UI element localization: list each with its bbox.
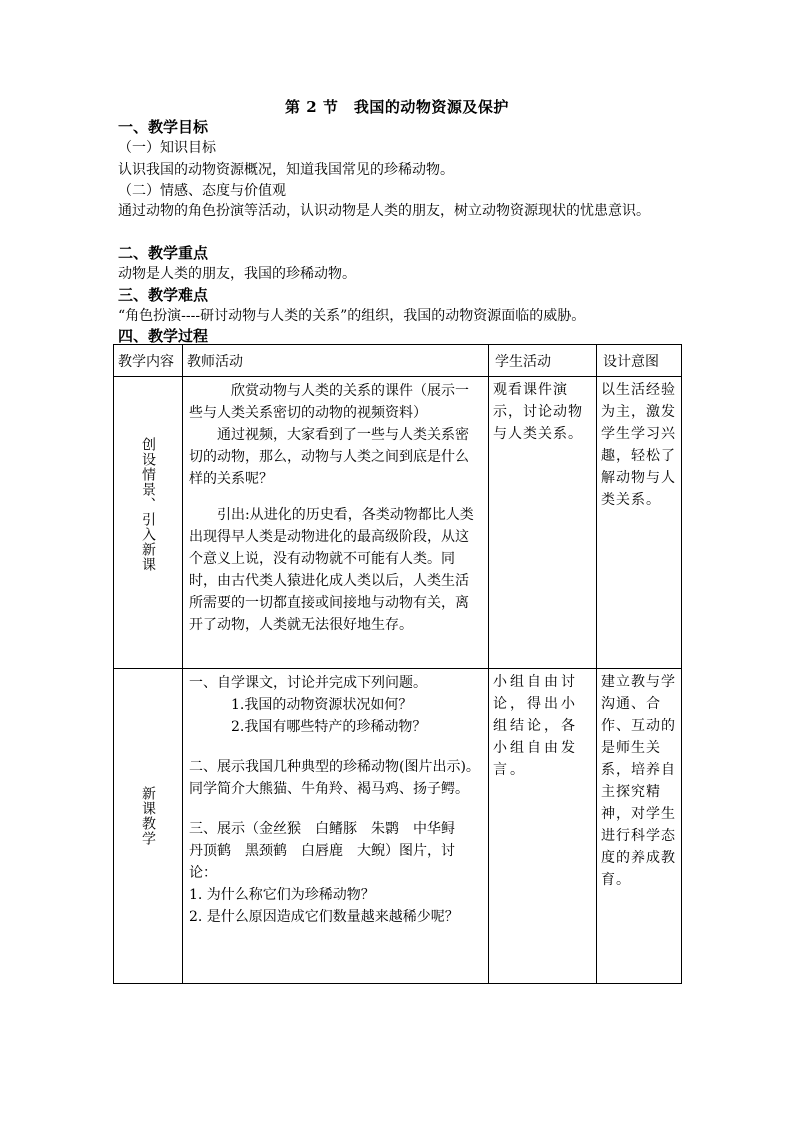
- row1-intent-cell: [597, 377, 682, 669]
- row2-student-text: 小组自由讨论，得出小组结论，各小组自由发言。: [493, 674, 578, 778]
- knowledge-text: 认识我国的动物资源概况，知道我国常见的珍稀动物。: [118, 162, 454, 178]
- row2-teacher-item2: 二、展示我国几种典型的珍稀动物(图片出示)。同学简介大熊猫、牛角羚、褐马鸡、扬子鳄。: [189, 759, 480, 797]
- table-row: [114, 669, 682, 984]
- section-heading-key-points: 二、教学重点: [118, 244, 209, 262]
- row2-content-cell: [114, 669, 183, 984]
- row2-teacher-item3b: 2. 是什么原因造成它们数量越来越稀少呢？: [189, 909, 459, 925]
- key-points-text: 动物是人类的朋友，我国的珍稀动物。: [118, 266, 356, 282]
- section-heading-process: 四、教学过程: [118, 327, 209, 345]
- row2-teacher-cell: [183, 669, 489, 984]
- table-row: [114, 377, 682, 669]
- row2-intent-cell: [597, 669, 682, 984]
- row2-student-cell: [489, 669, 597, 984]
- row2-teacher-item3: 三、展示（金丝猴 白鳍豚 朱鹮 中华鲟 丹顶鹤 黑颈鹤 白唇鹿 大鲵）图片，讨论：: [189, 821, 469, 881]
- header-content: 教学内容: [114, 345, 183, 377]
- row1-student-cell: [489, 377, 597, 669]
- subheading-attitude: （二）情感、态度与价值观: [118, 183, 286, 199]
- header-intent: 设计意图: [597, 345, 682, 377]
- row1-content-cell: [114, 377, 183, 669]
- row1-teacher-p1: 欣赏动物与人类的关系的课件（展示一些与人类关系密切的动物的视频资料）: [189, 383, 469, 421]
- attitude-text: 通过动物的角色扮演等活动，认识动物是人类的朋友，树立动物资源现状的忧患意识。: [118, 203, 650, 219]
- section-heading-difficulties: 三、教学难点: [118, 286, 209, 304]
- subheading-knowledge: （一）知识目标: [118, 140, 216, 156]
- row1-teacher-p2: 通过视频，大家看到了一些与人类关系密切的动物，那么，动物与人类之间到底是什么样的关系呢？: [189, 427, 469, 487]
- row2-teacher-item1a: 1.我国的动物资源状况如何？: [231, 697, 413, 713]
- row2-content-label: 新课教学: [140, 786, 156, 846]
- section-heading-objectives: 一、教学目标: [118, 118, 209, 136]
- row1-content-label: 创设情景、引入新课: [140, 437, 156, 572]
- row2-teacher-item1b: 2.我国有哪些特产的珍稀动物？: [231, 719, 427, 735]
- row2-teacher-item1: 一、自学课文，讨论并完成下列问题。: [189, 675, 427, 691]
- row1-teacher-p3: 引出:从进化的历史看，各类动物都比人类出现得早人类是动物进化的最高级阶段，从这个意义上说，没有动物就不可能有人类。同时，由古代类人猿进化成人类以后，人类生活所需要的一切都直接或间接地与动物有关，离开了动物，人类就无法很好地生存。: [189, 507, 474, 633]
- row2-teacher-item3a: 1. 为什么称它们为珍稀动物？: [189, 887, 375, 903]
- header-teacher: 教师活动: [183, 345, 489, 377]
- row1-intent-text: 以生活经验为主，激发学生学习兴趣，轻松了解动物与人类关系。: [601, 382, 676, 508]
- page-title: 第 2 节 我国的动物资源及保护: [285, 98, 509, 116]
- header-student: 学生活动: [489, 345, 597, 377]
- table-header-row: [114, 345, 682, 377]
- row2-intent-text: 建立教与学沟通、合作、互动的是师生关系，培养自主探究精神，对学生进行科学态度的养成教育。: [601, 674, 676, 888]
- teaching-process-table: [113, 344, 682, 984]
- row1-teacher-cell: [183, 377, 489, 669]
- difficulties-text: “角色扮演----研讨动物与人类的关系”的组织，我国的动物资源面临的威胁。: [118, 308, 586, 324]
- row1-student-text: 观看课件演示，讨论动物与人类关系。: [493, 382, 583, 442]
